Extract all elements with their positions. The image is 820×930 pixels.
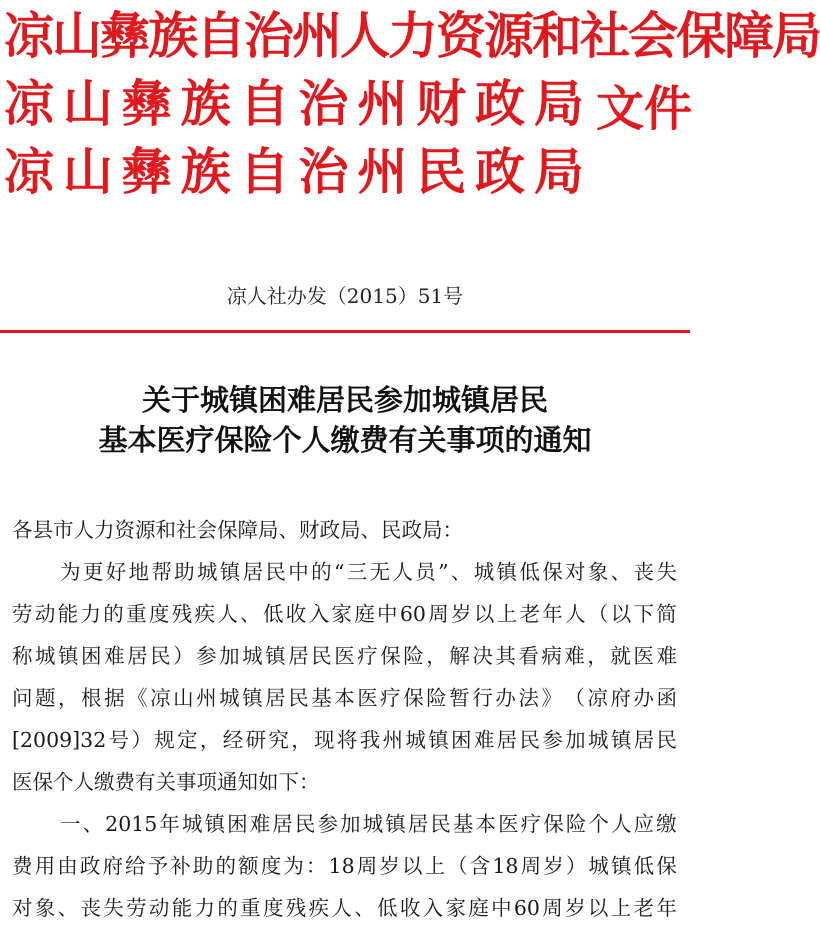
body-line: 劳 动 能 力 的 重 度 残 疾 人 、 低 收 入 家 庭 中 60 周 岁 以 上 老 年 人 （ 以 下 简 — [12, 602, 677, 626]
body-line: 为 更 好 地 帮 助 城 镇 居 民 中 的 “ 三 无 人 员 ” 、 城 镇 低 保 对 象 、 丧 失 — [60, 560, 677, 584]
body-line: 一 、 2015 年 城 镇 困 难 居 民 参 加 城 镇 居 民 基 本 医 疗 保 险 个 人 应 缴 — [60, 812, 677, 836]
document-title-line-2: 基本医疗保险个人缴费有关事项的通知 — [98, 423, 592, 457]
document-title-line-1: 关于城镇困难居民参加城镇居民 — [141, 383, 548, 417]
body-line: 医保个人缴费有关事项通知如下： — [12, 770, 320, 794]
document-number: 凉人社办发（2015）51号 — [226, 284, 464, 308]
body-line: 问 题 ， 根 据 《 凉 山 州 城 镇 居 民 基 本 医 疗 保 险 暂 行 办 法 》 （ 凉 府 办 函 — [12, 686, 677, 710]
issuer-hrss-bureau: 凉山彝族自治州人力资源和社会保障局 — [4, 7, 820, 65]
issuer-finance-bureau: 凉 山 彝 族 自 治 州 财 政 局 — [4, 75, 584, 133]
body-line: [2009]32 号 ） 规 定 ， 经 研 究 ， 现 将 我 州 城 镇 困 难 居 民 参 加 城 镇 居 民 — [12, 728, 677, 752]
document-type-label: 文件 — [596, 81, 693, 137]
body-line: 费 用 由 政 府 给 予 补 助 的 额 度 为 ： 18 周 岁 以 上 （ 含 18 周 岁 ） 城 镇 低 保 — [12, 854, 677, 878]
salutation: 各县市人力资源和社会保障局、财政局、民政局： — [12, 518, 463, 542]
body-line: 对 象 、 丧 失 劳 动 能 力 的 重 度 残 疾 人 、 低 收 入 家 庭 中 60 周 岁 以 上 老 年 — [12, 896, 677, 920]
document-header — [0, 0, 820, 205]
issuer-civil-affairs-bureau: 凉 山 彝 族 自 治 州 民 政 局 — [4, 143, 584, 201]
body-line: 称 城 镇 困 难 居 民 ） 参 加 城 镇 居 民 医 疗 保 险 ， 解 决 其 看 病 难 ， 就 医 难 — [12, 644, 677, 668]
red-divider-line — [0, 330, 690, 333]
